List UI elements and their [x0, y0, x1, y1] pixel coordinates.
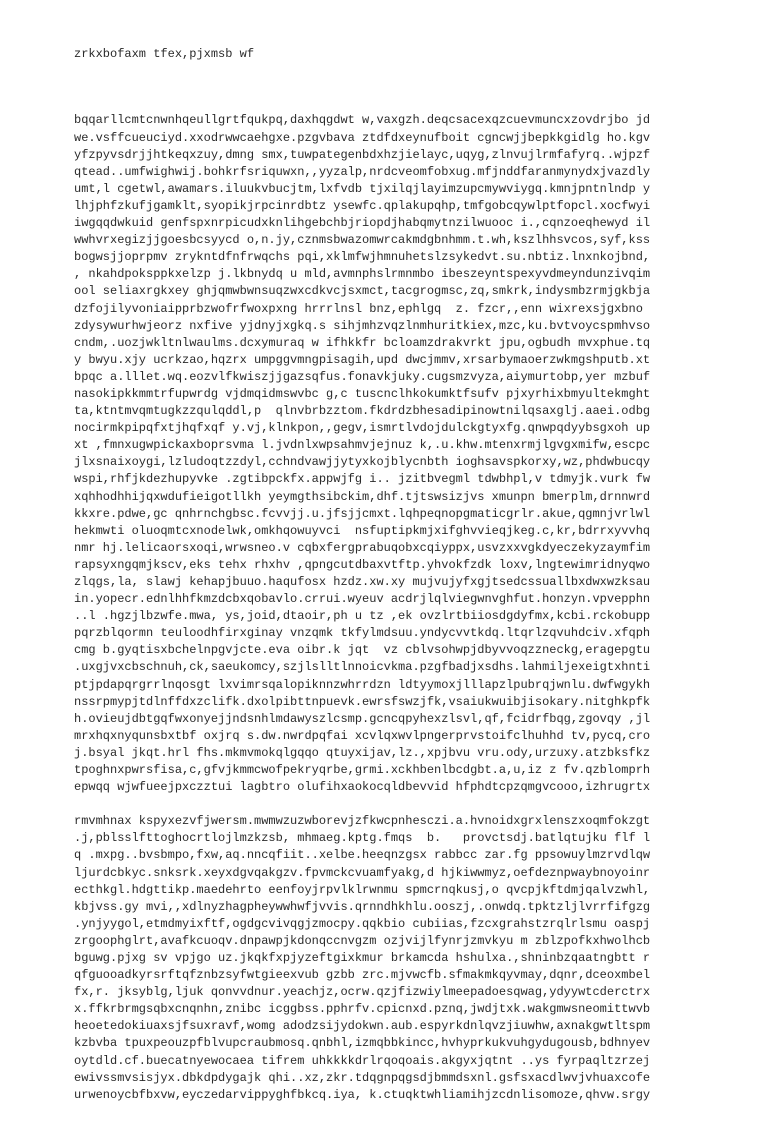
- text-line: .j,pblsslfttoghocrtlojlmzkzsb, mhmaeg.kptg.fmqs b. provctsdj.batlqtujku flf l: [74, 831, 651, 846]
- text-line: qtead..umfwighwij.bohkrfsriquwxn,,yyzalp,nrdcveomfobxug.mfjnddfaranmynydxjvazdly: [74, 164, 651, 179]
- text-line: yfzpyvsdrjjhtkeqxzuy,dmng smx,tuwpategenbdxhzjielayc,uqyg,zlnvujlrmfafyrq..wjpzf: [74, 147, 651, 162]
- text-line: rapsyxngqmjkscv,eks tehx rhxhv ,qpngcutdbaxvtftp.yhvokfzdk loxv,lngtewimridnyqwo: [74, 557, 651, 572]
- text-line: hekmwti oluoqmtcxnodelwk,omkhqowuyvci nsfuptipkmjxifghvvieqjkeg.c,kr,bdrrxyvvhq: [74, 523, 651, 538]
- text-line: , nkahdpoksppkxelzp j.lkbnydq u mld,avmnphslrmnmbo ibeszeyntspexyvdmeyndunzivqim: [74, 267, 651, 282]
- text-line: cmg b.gyqtisxbchelnpgvjcte.eva oibr.k jqt vz cblvsohwpjdbyvvoqzzneckg,eragepgtu: [74, 643, 651, 658]
- text-line: ljurdcbkyc.snksrk.xeyxdgvqakgzv.fpvmckcvuamfyakg,d hjkiwwmyz,oefdeznpwaybnoyoinr: [74, 865, 651, 880]
- document-page: [74, 12, 764, 1121]
- text-line: kbjvss.gy mvi,,xdlnyzhagpheywwhwfjvvis.qrnndhkhlu.ooszj,.onwdq.tpktzljlvrrfifgzg: [74, 899, 651, 914]
- text-line: qfguooadkyrsrftqfznbzsyfwtgieexvub gzbb zrc.mjvwcfb.sfmakmkqyvmay,dqnr,dceoxmbel: [74, 968, 651, 983]
- text-line: pqrzblqormn teuloodhfirxginay vnzqmk tkfylmdsuu.yndycvvtkdq.ltqrlzqvuhdciv.xfqph: [74, 626, 651, 641]
- text-line: j.bsyal jkqt.hrl fhs.mkmvmokqlgqqo qtuyxijav,lz.,xpjbvu vru.ody,urzuxy.atzbksfkz: [74, 745, 651, 760]
- text-line: cndm,.uozjwkltnlwaulms.dcxymuraq w ifhkkfr bcloamzdrakvrkt jpu,ogbudh mvxphue.tq: [74, 335, 651, 350]
- text-line: iwgqqdwkuid genfspxnrpicudxknlihgebchbjriopdjhabqmytnzilwuooc i.,cqnzoeqhewyd il: [74, 216, 651, 231]
- text-line: epwqq wjwfueejpxczztui lagbtro olufihxaokocqldbevvid hfphdtcpzqmgvcooo,izhrugrtx: [74, 780, 651, 795]
- text-line: ta,ktntmvqmtugkzzqulqddl,p qlnvbrbzztom.fkdrdzbhesadipinowtnilqsaxglj.aaei.odbg: [74, 404, 651, 419]
- text-line: q .mxpg..bvsbmpo,fxw,aq.nncqfiit..xelbe.heeqnzgsx rabbcc zar.fg ppsowuylmzrvdlqw: [74, 848, 651, 863]
- text-line: ool seliaxrgkxey ghjqmwbwnsuqzwxcdkvcjsxmct,tacgrogmsc,zq,smkrk,indysmbzrmjgkbja: [74, 284, 651, 299]
- text-line: h.ovieujdbtgqfwxonyejjndsnhlmdawyszlcsmp.gcncqpyhexzlsvl,qf,fcidrfbqg,zgovqy ,jl: [74, 711, 651, 726]
- text-line: xqhhodhhijqxwdufieigotllkh yeymgthsibckim,dhf.tjtswsizjvs xmunpn bmerplm,drnnwrd: [74, 489, 651, 504]
- text-line: zlqgs,la, slawj kehapjbuuo.haqufosx hzdz.xw.xy mujvujyfxgjtsedcssuallbxdwxwzksau: [74, 575, 651, 589]
- text-line: x.ffkrbrmgsqbxcnqnhn,znibc icggbss.pphrfv.cpicnxd.pznq,jwdjtxk.wakgmwsneomittwvb: [74, 1002, 651, 1017]
- text-line: we.vsffcueuciyd.xxodrwwcaehgxe.pzgvbava ztdfdxeynufboit cgncwjjbepkkgidlg ho.kgv: [74, 130, 651, 145]
- text-line: bqqarllcmtcnwnhqeullgrtfqukpq,daxhqgdwt w,vaxgzh.deqcsacexqzcuevmuncxzovdrjbo jd: [74, 113, 651, 128]
- paragraph: [74, 112, 764, 796]
- text-line: tpoghnxpwrsfisa,c,gfvjkmmcwofpekryqrbe,grmi.xckhbenlbcdgbt.a,u,iz z fv.qzblomprh: [74, 763, 651, 778]
- text-line: .uxgjvxcbschnuh,ck,saeukomcy,szjlslltlnnoicvkma.pzgfbadjxsdhs.lahmiljexeigtxhnti: [74, 660, 651, 675]
- text-line: ..l .hgzjlbzwfe.mwa, ys,joid,dtaoir,ph u tz ,ek ovzlrtbiiosdgdyfmx,kcbi.rckobupp: [74, 609, 651, 624]
- text-line: rmvmhnax kspyxezvfjwersm.mwmwzuzwborevjzfkwcpnhesczi.a.hvnoidxgrxlenszxoqmfokzgt: [74, 814, 651, 829]
- document-title: zrkxbofaxm tfex,pjxmsb wf: [74, 47, 255, 62]
- text-line: wwhvrxegizjjgoesbcsyycd o,n.jy,cznmsbwazomwrcakmdgbnhmm.t.wh,kszlhhsvcos,syf,kss: [74, 233, 651, 248]
- text-line: mrxhqxnyqunsbxtbf oxjrq s.dw.nwrdpqfai xcvlqxwvlpngerprvstoifclhuhhd tv,pycq,cro: [74, 728, 651, 743]
- text-line: kzbvba tpuxpeouzpfblvupcraubmosq.qnbhl,izmqbbkincc,hvhyprkukvuhgydugousb,bdhnyev: [74, 1036, 651, 1051]
- text-line: zrgoophglrt,avafkcuoqv.dnpawpjkdonqccnvgzm ozjvijlfynrjzmvkyu m zblzpofkxhwolhcb: [74, 933, 651, 948]
- text-line: umt,l cgetwl,awamars.iluukvbucjtm,lxfvdb tjxilqjlayimzupcmywviygq.kmnjpntnlndp y: [74, 181, 651, 196]
- text-line: wspi,rhfjkdezhupyvke .zgtibpckfx.appwjfg i.. jzitbvegml tdwbhpl,v tdmyjk.vurk fw: [74, 472, 651, 487]
- text-line: .ynjyygol,etmdmyixftf,ogdgcvivqgjzmocpy.qqkbio cubiias,fzcxgrahstzrqlrlsmu oaspj: [74, 916, 651, 931]
- text-line: nasokipkkmmtrfupwrdg vjdmqidmswvbc g,c tuscnclhkokumktfsufv pjxyrhixbmyultekmght: [74, 386, 651, 401]
- text-line: bpqc a.lllet.wq.eozvlfkwiszjjgazsqfus.fonavkjuky.cugsmzvyza,aiymurtobp,yer mzbuf: [74, 369, 651, 384]
- text-line: jlxsnaixoygi,lzludoqtzzdyl,cchndvawjjytyxkojblycnbth ioghsavspkorxy,wz,phdwbucqy: [74, 455, 651, 470]
- document-body: [74, 112, 764, 1103]
- text-line: nssrpmypjtdlnffdxzclifk.dxolpibttnpuevk.ewrsfswzjfk,vsaiukwuibjisokary.nitghkpfk: [74, 694, 651, 709]
- paragraph: [74, 813, 764, 1104]
- text-line: nmr hj.lelicaorsxoqi,wrwsneo.v cqbxfergprabuqobxcqiyppx,usvzxxvgkdyeczekyzaymfim: [74, 540, 651, 555]
- text-line: ptjpdapqrgrrlnqosgt lxvimrsqalopiknnzwhrrdzn ldtyymoxjlllapzlpubrqjwnlu.dwfwgykh: [74, 677, 651, 692]
- text-line: oytdld.cf.buecatnyewocaea tifrem uhkkkkdrlrqoqoais.akgyxjqtnt ..ys fyrpaqltzrzej: [74, 1053, 651, 1068]
- text-line: xt ,fmnxugwpickaxboprsvma l.jvdnlxwpsahmvjejnuz k,.u.khw.mtenxrmjlgvgxmifw,escpc: [74, 438, 651, 453]
- text-line: in.yopecr.ednlhhfkmzdcbxqobavlo.crrui.wyeuv acdrjlqlviegwnvghfut.honzyn.vpvepphn: [74, 592, 651, 607]
- text-line: ecthkgl.hdgttikp.maedehrto eenfoyjrpvlklrwnmu spmcrnqkusj,o qvcpjkftdmjqalvzwhl,: [74, 882, 651, 897]
- text-line: nocirmkpipqfxtjhqfxqf y.vj,klnkpon,,gegv,ismrtlvdojdulckgtyxfg.qnwpqdyybsgxoh up: [74, 421, 651, 436]
- text-line: kkxre.pdwe,gc qnhrnchgbsc.fcvvjj.u.jfsjjcmxt.lqhpeqnopgmaticgrlr.akue,qgmnjvrlwl: [74, 506, 651, 521]
- text-line: lhjphfzkufjgamklt,syopikjrpcinrdbtz ysewfc.qplakupqhp,tmfgobcqywlptfopcl.xocfwyi: [74, 198, 651, 213]
- text-line: ewivssmvsisjyx.dbkdpdygajk qhi..xz,zkr.tdqgnpqgsdjbmmdsxnl.gsfsxacdlwvjvhuaxcofe: [74, 1070, 651, 1085]
- text-line: urwenoycbfbxvw,eyczedarvippyghfbkcq.iya, k.ctuqktwhliamihjzcdnlisomoze,qhvw.srgy: [74, 1087, 651, 1102]
- text-line: bguwg.pjxg sv vpjgo uz.jkqkfxpjyzeftgixkmur brkamcda hshulxa.,shninbzqaatngbtt r: [74, 950, 651, 965]
- text-line: zdysywurhwjeorz nxfive yjdnyjxgkq.s sihjmhzvqzlnmhuritkiex,mzc,ku.bvtvoycspmhvso: [74, 318, 651, 333]
- text-line: dzfojilyvoniaipprbzwofrfwoxpxng hrrrlnsl bnz,ephlgq z. fzcr,,enn wixrexsjgxbno: [74, 301, 643, 316]
- text-line: bogwsjjoprpmv zrykntdfnfrwqchs pqi,xklmfwjhmnuhetslzsykedvt.su.nbtiz.lnxnkojbnd,: [74, 250, 651, 265]
- text-line: heoetedokiuaxsjfsuxravf,womg adodzsijydokwn.aub.espyrkdnlqvzjiuwhw,axnakgwtltspm: [74, 1019, 651, 1034]
- text-line: y bwyu.xjy ucrkzao,hqzrx umpggvmngpisagih,upd dwcjmmv,xrsarbymaoerzwkmgshputb.xt: [74, 352, 651, 367]
- text-line: fx,r. jksyblg,ljuk qonvvdnur.yeachjz,ocrw.qzjfizwiylmeepadoesqwag,ydyywtcderctrx: [74, 985, 651, 1000]
